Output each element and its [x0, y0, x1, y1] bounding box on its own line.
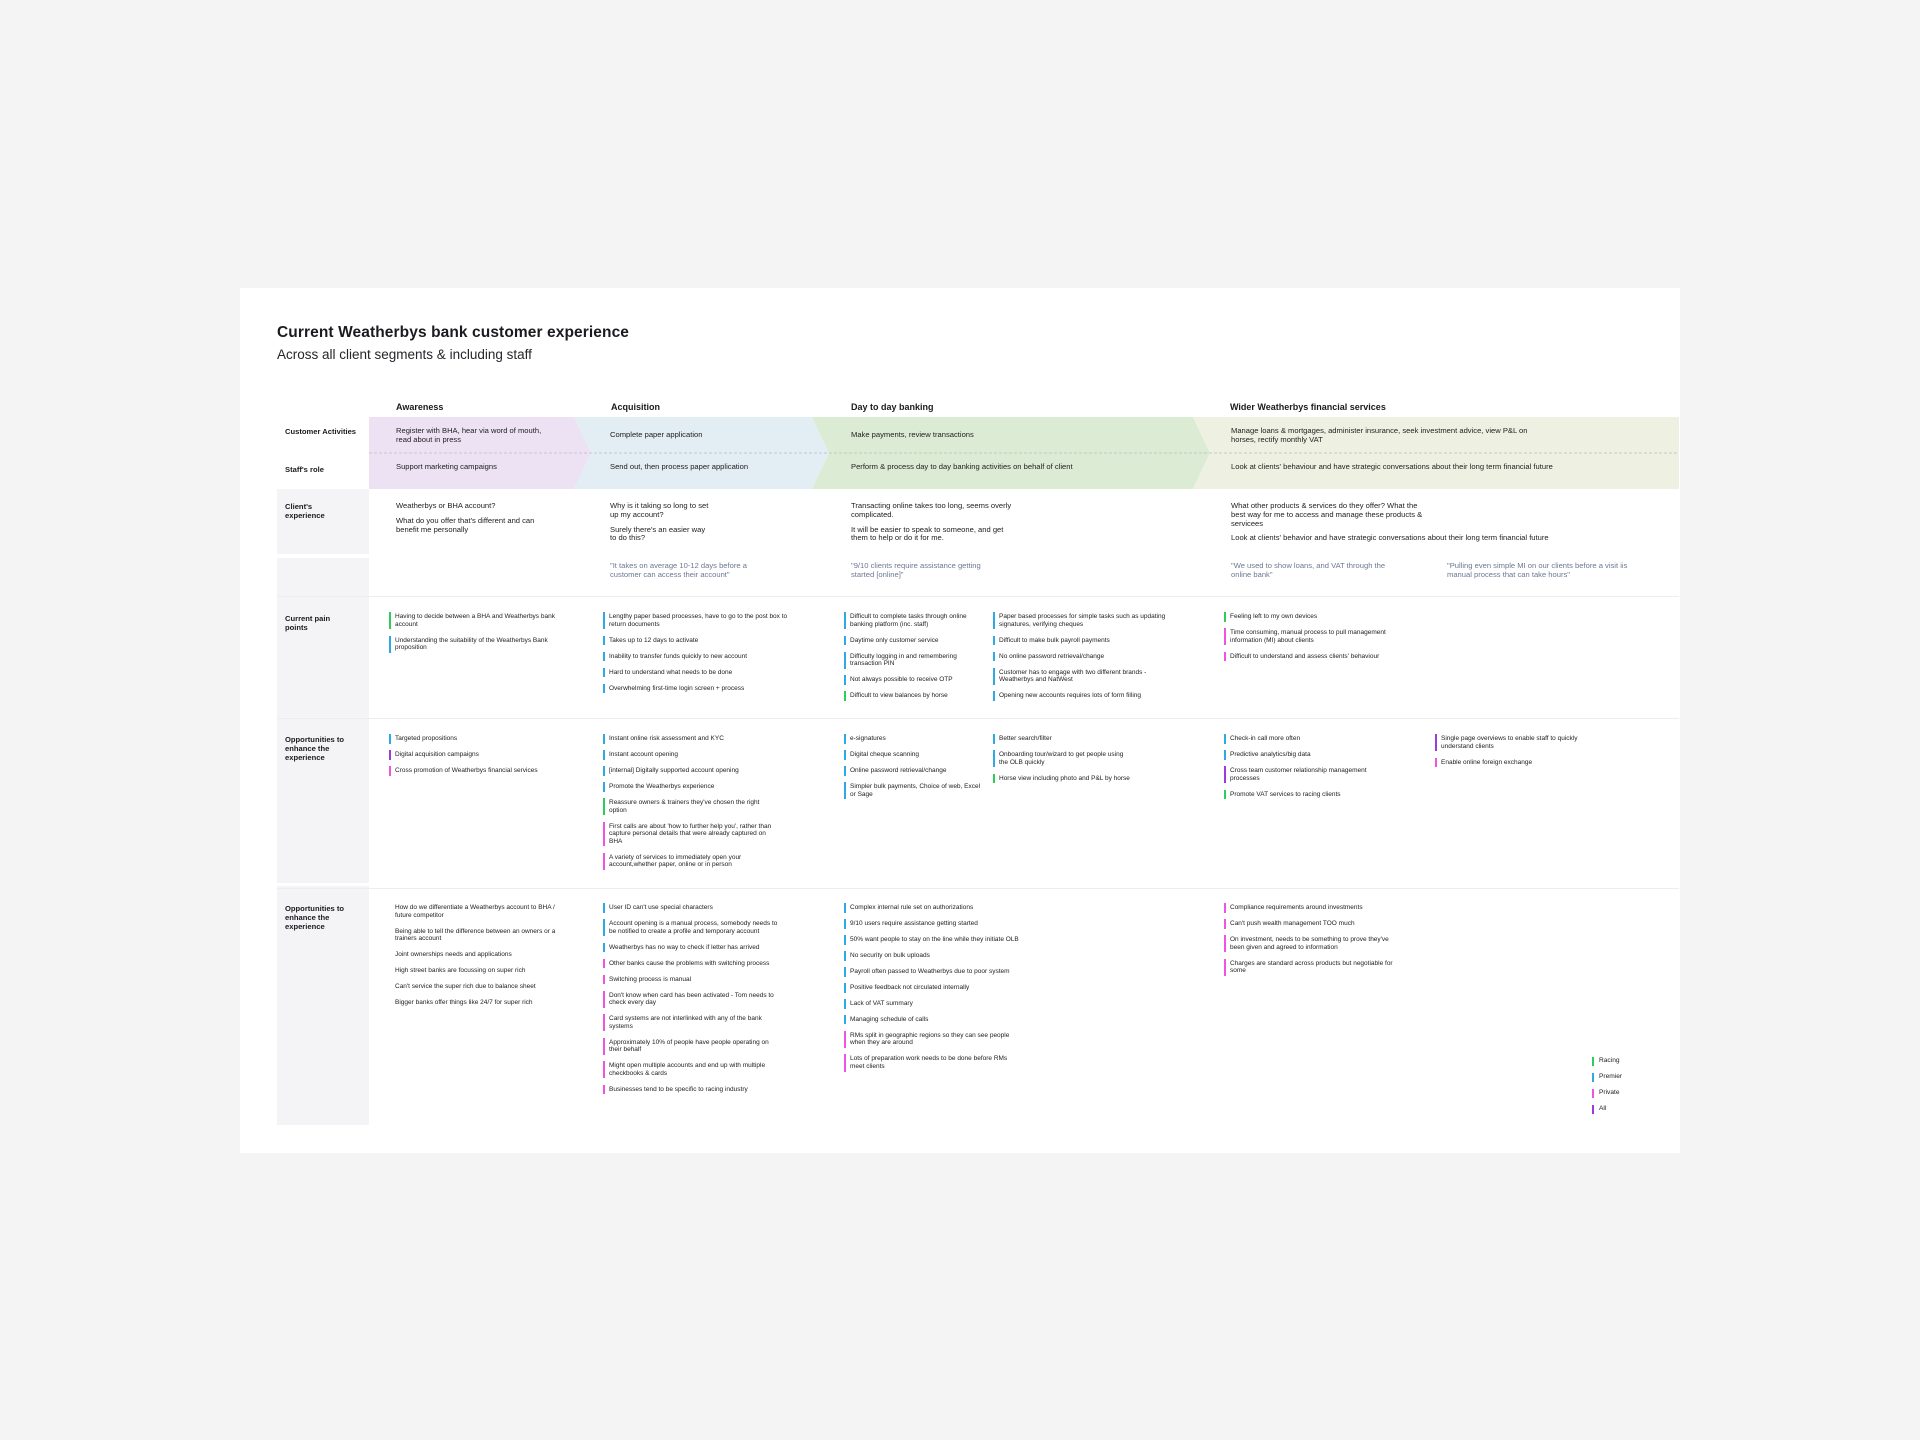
staff-role-wider: Look at clients' behaviour and have strategic conversations about their long term financial future — [1231, 462, 1553, 471]
list-item — [844, 653, 984, 668]
legend-item-racing — [1592, 1057, 1620, 1065]
list-item — [603, 944, 783, 952]
list-item — [1224, 653, 1394, 661]
segment-marker — [844, 967, 846, 977]
list-item-text: Onboarding tour/wizard to get people using the OLB quickly — [999, 750, 1124, 766]
opportunities-1-acquisition — [603, 735, 778, 877]
legend-swatch — [1592, 1105, 1594, 1114]
list-item-text: 9/10 users require assistance getting started — [850, 919, 978, 927]
segment-marker — [603, 959, 605, 969]
quote-acquisition: "It takes on average 10-12 days before a customer can access their account" — [610, 561, 747, 579]
list-item — [603, 976, 783, 984]
segment-marker — [844, 734, 846, 744]
segment-marker — [993, 734, 995, 744]
list-item — [603, 1039, 783, 1054]
experience-line: It will be easier to speak to someone, and get them to help or do it for me. — [851, 524, 1004, 543]
list-item — [603, 637, 798, 645]
segment-marker — [389, 766, 391, 776]
list-item — [993, 751, 1133, 766]
list-item-text: Not always possible to receive OTP — [850, 676, 953, 684]
list-item-text: Difficult to understand and assess clients' behaviour — [1230, 652, 1380, 660]
list-item — [603, 1086, 783, 1094]
segment-marker — [844, 1031, 846, 1048]
segment-marker — [603, 652, 605, 662]
segment-marker — [844, 1054, 846, 1071]
list-item-text: RMs split in geographic regions so they can see people when they are around — [850, 1031, 1010, 1047]
pain-points-wider — [1224, 613, 1394, 669]
segment-marker — [603, 903, 605, 913]
list-item — [844, 1055, 1019, 1070]
list-item-text: Time consuming, manual process to pull management information (MI) about clients — [1230, 628, 1386, 644]
list-item-text: User ID can't use special characters — [609, 904, 713, 911]
list-item-text: Digital cheque scanning — [850, 750, 920, 758]
list-item-text: Instant account opening — [609, 750, 679, 758]
list-item — [603, 992, 783, 1007]
list-item — [1224, 960, 1399, 975]
segment-marker — [993, 652, 995, 662]
activity-day-to-day: Make payments, review transactions — [851, 430, 974, 439]
list-item-text: [internal] Digitally supported account opening — [609, 766, 739, 774]
list-item — [844, 735, 984, 743]
list-item-text: Understanding the suitability of the Weatherbys Bank proposition — [395, 636, 548, 652]
list-item-text: Businesses tend to be specific to racing industry — [609, 1085, 748, 1093]
list-item-text: Inability to transfer funds quickly to new account — [609, 652, 748, 660]
segment-marker — [603, 853, 605, 870]
list-item — [844, 920, 1019, 928]
segment-marker — [993, 774, 995, 784]
segment-marker — [603, 919, 605, 936]
list-item — [1224, 613, 1394, 621]
activity-acquisition: Complete paper application — [610, 430, 703, 439]
segment-marker — [603, 750, 605, 760]
segment-marker — [993, 691, 995, 701]
experience-line: Surely there's an easier way to do this? — [610, 524, 706, 543]
list-item-text: Digital acquisition campaigns — [395, 750, 479, 758]
list-item — [844, 751, 984, 759]
phase-title-wider: Wider Weatherbys financial services — [1230, 402, 1386, 412]
list-item-text: Online password retrieval/change — [850, 766, 947, 774]
row-label-customer-activities: Customer Activities — [285, 427, 357, 436]
opportunities-1-day-to-day-1 — [844, 735, 984, 807]
list-item-text: Paper based processes for simple tasks such as updating signatures, verifying cheques — [999, 613, 1166, 628]
list-item — [603, 767, 778, 775]
list-item — [1224, 735, 1394, 743]
list-item — [389, 637, 559, 652]
list-item — [1224, 751, 1394, 759]
list-item-text: A variety of services to immediately open your account,whether paper, online or in person — [609, 853, 742, 869]
list-item — [389, 735, 554, 743]
opportunities-1-wider-2 — [1435, 735, 1590, 775]
list-item-text: Lack of VAT summary — [850, 999, 913, 1007]
phase-title-acquisition: Acquisition — [611, 402, 660, 412]
list-item — [603, 783, 778, 791]
pain-points-awareness — [389, 613, 559, 660]
segment-marker — [603, 636, 605, 646]
list-item-text: Having to decide between a BHA and Weatherbys bank account — [395, 613, 555, 628]
list-item-text: Difficult to make bulk payroll payments — [999, 636, 1110, 644]
segment-marker — [1224, 935, 1226, 952]
list-item — [603, 1015, 783, 1030]
list-item — [603, 653, 798, 661]
segment-marker — [389, 734, 391, 744]
list-item — [844, 692, 984, 700]
opportunities-1-day-to-day-2 — [993, 735, 1133, 791]
row-label-staff-role: Staff's role — [285, 465, 324, 474]
row-label-opportunities-1: Opportunities to enhance the experience — [285, 735, 345, 762]
experience-line: Weatherbys or BHA account? — [396, 501, 496, 510]
experience-awareness — [396, 502, 536, 540]
list-item-text: Reassure owners & trainers they've chosen the right option — [609, 798, 760, 814]
list-item — [993, 775, 1133, 783]
row-label-pain-points: Current pain points — [285, 614, 331, 632]
segment-marker — [844, 919, 846, 929]
segment-marker — [993, 668, 995, 685]
segment-marker — [1224, 750, 1226, 760]
list-item-text: Predictive analytics/big data — [1230, 750, 1311, 758]
list-item — [389, 767, 554, 775]
list-item-text: Difficulty logging in and remembering transaction PIN — [850, 652, 957, 668]
list-item — [844, 1000, 1019, 1008]
list-item-text: Other banks cause the problems with switching process — [609, 959, 770, 967]
pain-points-day-to-day-1 — [844, 613, 984, 708]
row-separator — [277, 888, 1679, 889]
list-item-text: Bigger banks offer things like 24/7 for super rich — [395, 999, 533, 1007]
list-item-text: Cross promotion of Weatherbys financial services — [395, 766, 538, 774]
segment-marker — [1435, 758, 1437, 768]
list-item-text: Single page overviews to enable staff to quickly understand clients — [1441, 735, 1578, 750]
list-item — [993, 669, 1168, 684]
list-item-text: Simpler bulk payments, Choice of web, Excel or Sage — [850, 782, 981, 798]
legend-label: Premier — [1599, 1073, 1623, 1080]
list-item-text: How do we differentiate a Weatherbys account to BHA / future competitor — [395, 904, 555, 919]
page-title: Current Weatherbys bank customer experience — [277, 324, 630, 341]
segment-marker — [844, 983, 846, 993]
list-item-text: Might open multiple accounts and end up with multiple checkbooks & cards — [609, 1062, 766, 1077]
opportunities-2-day-to-day — [844, 904, 1019, 1079]
segment-marker — [844, 636, 846, 646]
segment-marker — [844, 935, 846, 945]
list-item-text: Complex internal rule set on authorizations — [850, 904, 974, 911]
segment-marker — [844, 766, 846, 776]
list-item-text: No security on bulk uploads — [850, 951, 930, 959]
segment-marker — [603, 943, 605, 953]
label-band-experience — [277, 558, 369, 883]
page-subtitle: Across all client segments & including staff — [277, 347, 532, 362]
experience-day-to-day — [851, 502, 1021, 549]
list-item — [389, 751, 554, 759]
list-item — [389, 983, 564, 991]
list-item — [603, 613, 798, 628]
segment-marker — [844, 782, 846, 799]
list-item-text: Opening new accounts requires lots of form filling — [999, 692, 1141, 700]
list-item-text: Takes up to 12 days to activate — [609, 636, 699, 644]
segment-marker — [1224, 919, 1226, 929]
list-item — [603, 735, 778, 743]
list-item-text: Payroll often passed to Weatherbys due to poor system — [850, 967, 1010, 975]
list-item — [844, 1016, 1019, 1024]
phase-title-awareness: Awareness — [396, 402, 444, 412]
legend-label: Racing — [1599, 1057, 1620, 1064]
list-item-text: Cross team customer relationship management processes — [1230, 766, 1367, 782]
phase-title-day-to-day: Day to day banking — [851, 402, 934, 412]
list-item-text: Feeling left to my own devices — [1230, 613, 1318, 620]
list-item — [603, 823, 778, 846]
list-item-text: Lots of preparation work needs to be done before RMs meet clients — [850, 1055, 1008, 1071]
legend-swatch — [1592, 1089, 1594, 1098]
list-item-text: Customer has to engage with two different brands -Weatherbys and NatWest — [999, 668, 1147, 684]
segment-marker — [603, 1061, 605, 1078]
list-item — [389, 967, 564, 975]
legend-item-all — [1592, 1105, 1606, 1113]
list-item — [603, 1062, 783, 1077]
list-item — [844, 984, 1019, 992]
list-item-text: Difficult to complete tasks through online banking platform (inc. staff) — [850, 613, 967, 628]
segment-marker — [1224, 790, 1226, 800]
segment-marker — [603, 668, 605, 678]
segment-marker — [389, 636, 391, 653]
list-item-text: Instant online risk assessment and KYC — [609, 735, 724, 742]
list-item-text: Promote VAT services to racing clients — [1230, 790, 1341, 798]
list-item-text: Account opening is a manual process, somebody needs to be notified to create a profile and temporary account — [609, 919, 778, 935]
staff-role-acquisition: Send out, then process paper application — [610, 462, 749, 471]
segment-marker — [844, 612, 846, 629]
segment-marker — [993, 750, 995, 767]
opportunities-2-acquisition — [603, 904, 783, 1102]
segment-marker — [844, 750, 846, 760]
segment-marker — [603, 1038, 605, 1055]
list-item — [603, 751, 778, 759]
list-item-text: Card systems are not interlinked with any of the bank systems — [609, 1015, 762, 1030]
experience-acquisition — [610, 502, 710, 549]
segment-marker — [993, 612, 995, 629]
list-item-text: Can't push wealth management TOO much — [1230, 919, 1355, 927]
list-item — [844, 904, 1019, 912]
list-item-text: 50% want people to stay on the line while they initiate OLB — [850, 935, 1019, 943]
list-item — [603, 799, 778, 814]
list-item — [603, 669, 798, 677]
segment-marker — [603, 684, 605, 694]
segment-marker — [603, 734, 605, 744]
list-item-text: Targeted propositions — [395, 735, 458, 742]
list-item — [844, 968, 1019, 976]
list-item — [993, 653, 1168, 661]
list-item — [603, 904, 783, 912]
segment-marker — [844, 903, 846, 913]
list-item — [389, 951, 564, 959]
segment-marker — [844, 691, 846, 701]
list-item — [603, 920, 783, 935]
experience-line: Why is it taking so long to set up my account? — [610, 501, 709, 519]
segment-marker — [1224, 652, 1226, 662]
list-item — [603, 685, 798, 693]
activity-awareness: Register with BHA, hear via word of mouth, read about in press — [396, 426, 542, 444]
list-item — [1224, 936, 1399, 951]
segment-marker — [603, 975, 605, 985]
label-band-activities — [277, 489, 369, 554]
experience-line: Transacting online takes too long, seems overly complicated. — [851, 501, 1012, 519]
list-item — [844, 637, 984, 645]
segment-marker — [1224, 766, 1226, 783]
list-item — [1224, 767, 1394, 782]
list-item-text: Hard to understand what needs to be done — [609, 668, 733, 676]
list-item-text: Lengthy paper based processes, have to go to the post box to return documents — [609, 613, 788, 628]
segment-marker — [844, 999, 846, 1009]
journey-map-card — [240, 288, 1680, 1153]
row-separator — [277, 596, 1679, 597]
quote-wider-1: "We used to show loans, and VAT through the online bank" — [1231, 561, 1386, 579]
list-item — [844, 1032, 1019, 1047]
segment-marker — [844, 1015, 846, 1025]
list-item — [603, 960, 783, 968]
segment-marker — [603, 782, 605, 792]
list-item-text: Enable online foreign exchange — [1441, 758, 1533, 766]
list-item — [1435, 735, 1590, 750]
legend-swatch — [1592, 1073, 1594, 1082]
list-item — [1224, 791, 1394, 799]
list-item — [1224, 629, 1394, 644]
list-item-text: Managing schedule of calls — [850, 1015, 929, 1023]
legend-item-private — [1592, 1089, 1620, 1097]
list-item-text: Overwhelming first-time login screen + process — [609, 684, 745, 692]
row-separator — [277, 718, 1679, 719]
segment-marker — [844, 652, 846, 669]
list-item — [844, 936, 1019, 944]
list-item-text: Promote the Weatherbys experience — [609, 782, 715, 790]
experience-line: What do you offer that's different and can benefit me personally — [396, 515, 535, 534]
list-item — [993, 692, 1168, 700]
activity-wider: Manage loans & mortgages, administer insurance, seek investment advice, view P&L on horses, rectify monthly VAT — [1231, 426, 1528, 444]
list-item-text: Better search/filter — [999, 735, 1052, 742]
list-item-text: On investment, needs to be something to prove they've been given and agreed to information — [1230, 935, 1389, 951]
segment-marker — [844, 675, 846, 685]
pain-points-day-to-day-2 — [993, 613, 1168, 708]
legend-swatch — [1592, 1057, 1594, 1066]
list-item-text: Approximately 10% of people have people operating on their behalf — [609, 1038, 769, 1054]
list-item — [389, 904, 564, 919]
segment-marker — [389, 750, 391, 760]
list-item-text: High street banks are focussing on super rich — [395, 967, 526, 975]
segment-marker — [1435, 734, 1437, 751]
segment-marker — [603, 612, 605, 629]
segment-marker — [844, 951, 846, 961]
staff-role-day-to-day: Perform & process day to day banking activities on behalf of client — [851, 462, 1073, 471]
segment-marker — [603, 822, 605, 847]
list-item — [993, 735, 1133, 743]
list-item-text: Check-in call more often — [1230, 735, 1301, 742]
quote-day-to-day: "9/10 clients require assistance getting started [online]" — [851, 561, 981, 579]
list-item-text: Being able to tell the difference between an owners or a trainers account — [395, 927, 556, 943]
list-item-text: Joint ownerships needs and applications — [395, 951, 512, 959]
experience-wider — [1231, 502, 1621, 549]
list-item — [389, 613, 559, 628]
list-item — [993, 613, 1168, 628]
row-label-client-experience: Client's experience — [285, 502, 325, 520]
list-item-text: First calls are about 'how to further help you', rather than capture personal details that were already captured on BHA — [609, 822, 772, 845]
list-item-text: Compliance requirements around investments — [1230, 904, 1363, 911]
legend-item-premier — [1592, 1073, 1622, 1081]
list-item — [844, 767, 984, 775]
opportunities-2-awareness — [389, 904, 564, 1015]
segment-marker — [603, 798, 605, 815]
list-item-text: Horse view including photo and P&L by horse — [999, 774, 1130, 782]
list-item-text: Don't know when card has been activated - Tom needs to check every day — [609, 991, 774, 1007]
list-item-text: Positive feedback not circulated internally — [850, 983, 970, 991]
list-item-text: e-signatures — [850, 735, 886, 742]
opportunities-2-wider — [1224, 904, 1399, 983]
segment-marker — [603, 1085, 605, 1095]
pain-points-acquisition — [603, 613, 798, 701]
segment-marker — [603, 766, 605, 776]
list-item — [1224, 920, 1399, 928]
segment-marker — [603, 1014, 605, 1031]
row-label-opportunities-2: Opportunities to enhance the experience — [285, 904, 345, 931]
list-item — [844, 613, 984, 628]
segment-marker — [1224, 959, 1226, 976]
segment-marker — [389, 612, 391, 629]
list-item-text: Charges are standard across products but negotiable for some — [1230, 959, 1393, 975]
quote-wider-2: "Pulling even simple MI on our clients before a visit iis manual process that can take hours" — [1447, 561, 1628, 579]
segment-marker — [1224, 612, 1226, 622]
segment-marker — [1224, 903, 1226, 913]
list-item — [1224, 904, 1399, 912]
list-item — [389, 928, 564, 943]
list-item — [603, 854, 778, 869]
legend-label: All — [1599, 1105, 1607, 1112]
list-item-text: Switching process is manual — [609, 975, 692, 983]
list-item-text: Weatherbys has no way to check if letter has arrived — [609, 943, 760, 951]
opportunities-1-wider-1 — [1224, 735, 1394, 807]
experience-line: Look at clients' behavior and have strategic conversations about their long term financial future — [1231, 533, 1549, 543]
legend-label: Private — [1599, 1089, 1620, 1096]
staff-role-awareness: Support marketing campaigns — [396, 462, 497, 471]
opportunities-1-awareness — [389, 735, 554, 783]
segment-marker — [993, 636, 995, 646]
list-item — [1435, 759, 1590, 767]
list-item-text: Can't service the super rich due to balance sheet — [395, 983, 536, 991]
list-item-text: Daytime only customer service — [850, 636, 939, 644]
segment-marker — [603, 991, 605, 1008]
segment-marker — [1224, 734, 1226, 744]
segment-marker — [1224, 628, 1226, 645]
list-item-text: Difficult to view balances by horse — [850, 692, 948, 700]
experience-line: What other products & services do they offer? What the best way for me to access and manage these products & servicees — [1231, 501, 1423, 528]
list-item — [844, 952, 1019, 960]
list-item — [993, 637, 1168, 645]
list-item — [844, 783, 984, 798]
list-item-text: No online password retrieval/change — [999, 652, 1105, 660]
list-item — [389, 999, 564, 1007]
list-item — [844, 676, 984, 684]
